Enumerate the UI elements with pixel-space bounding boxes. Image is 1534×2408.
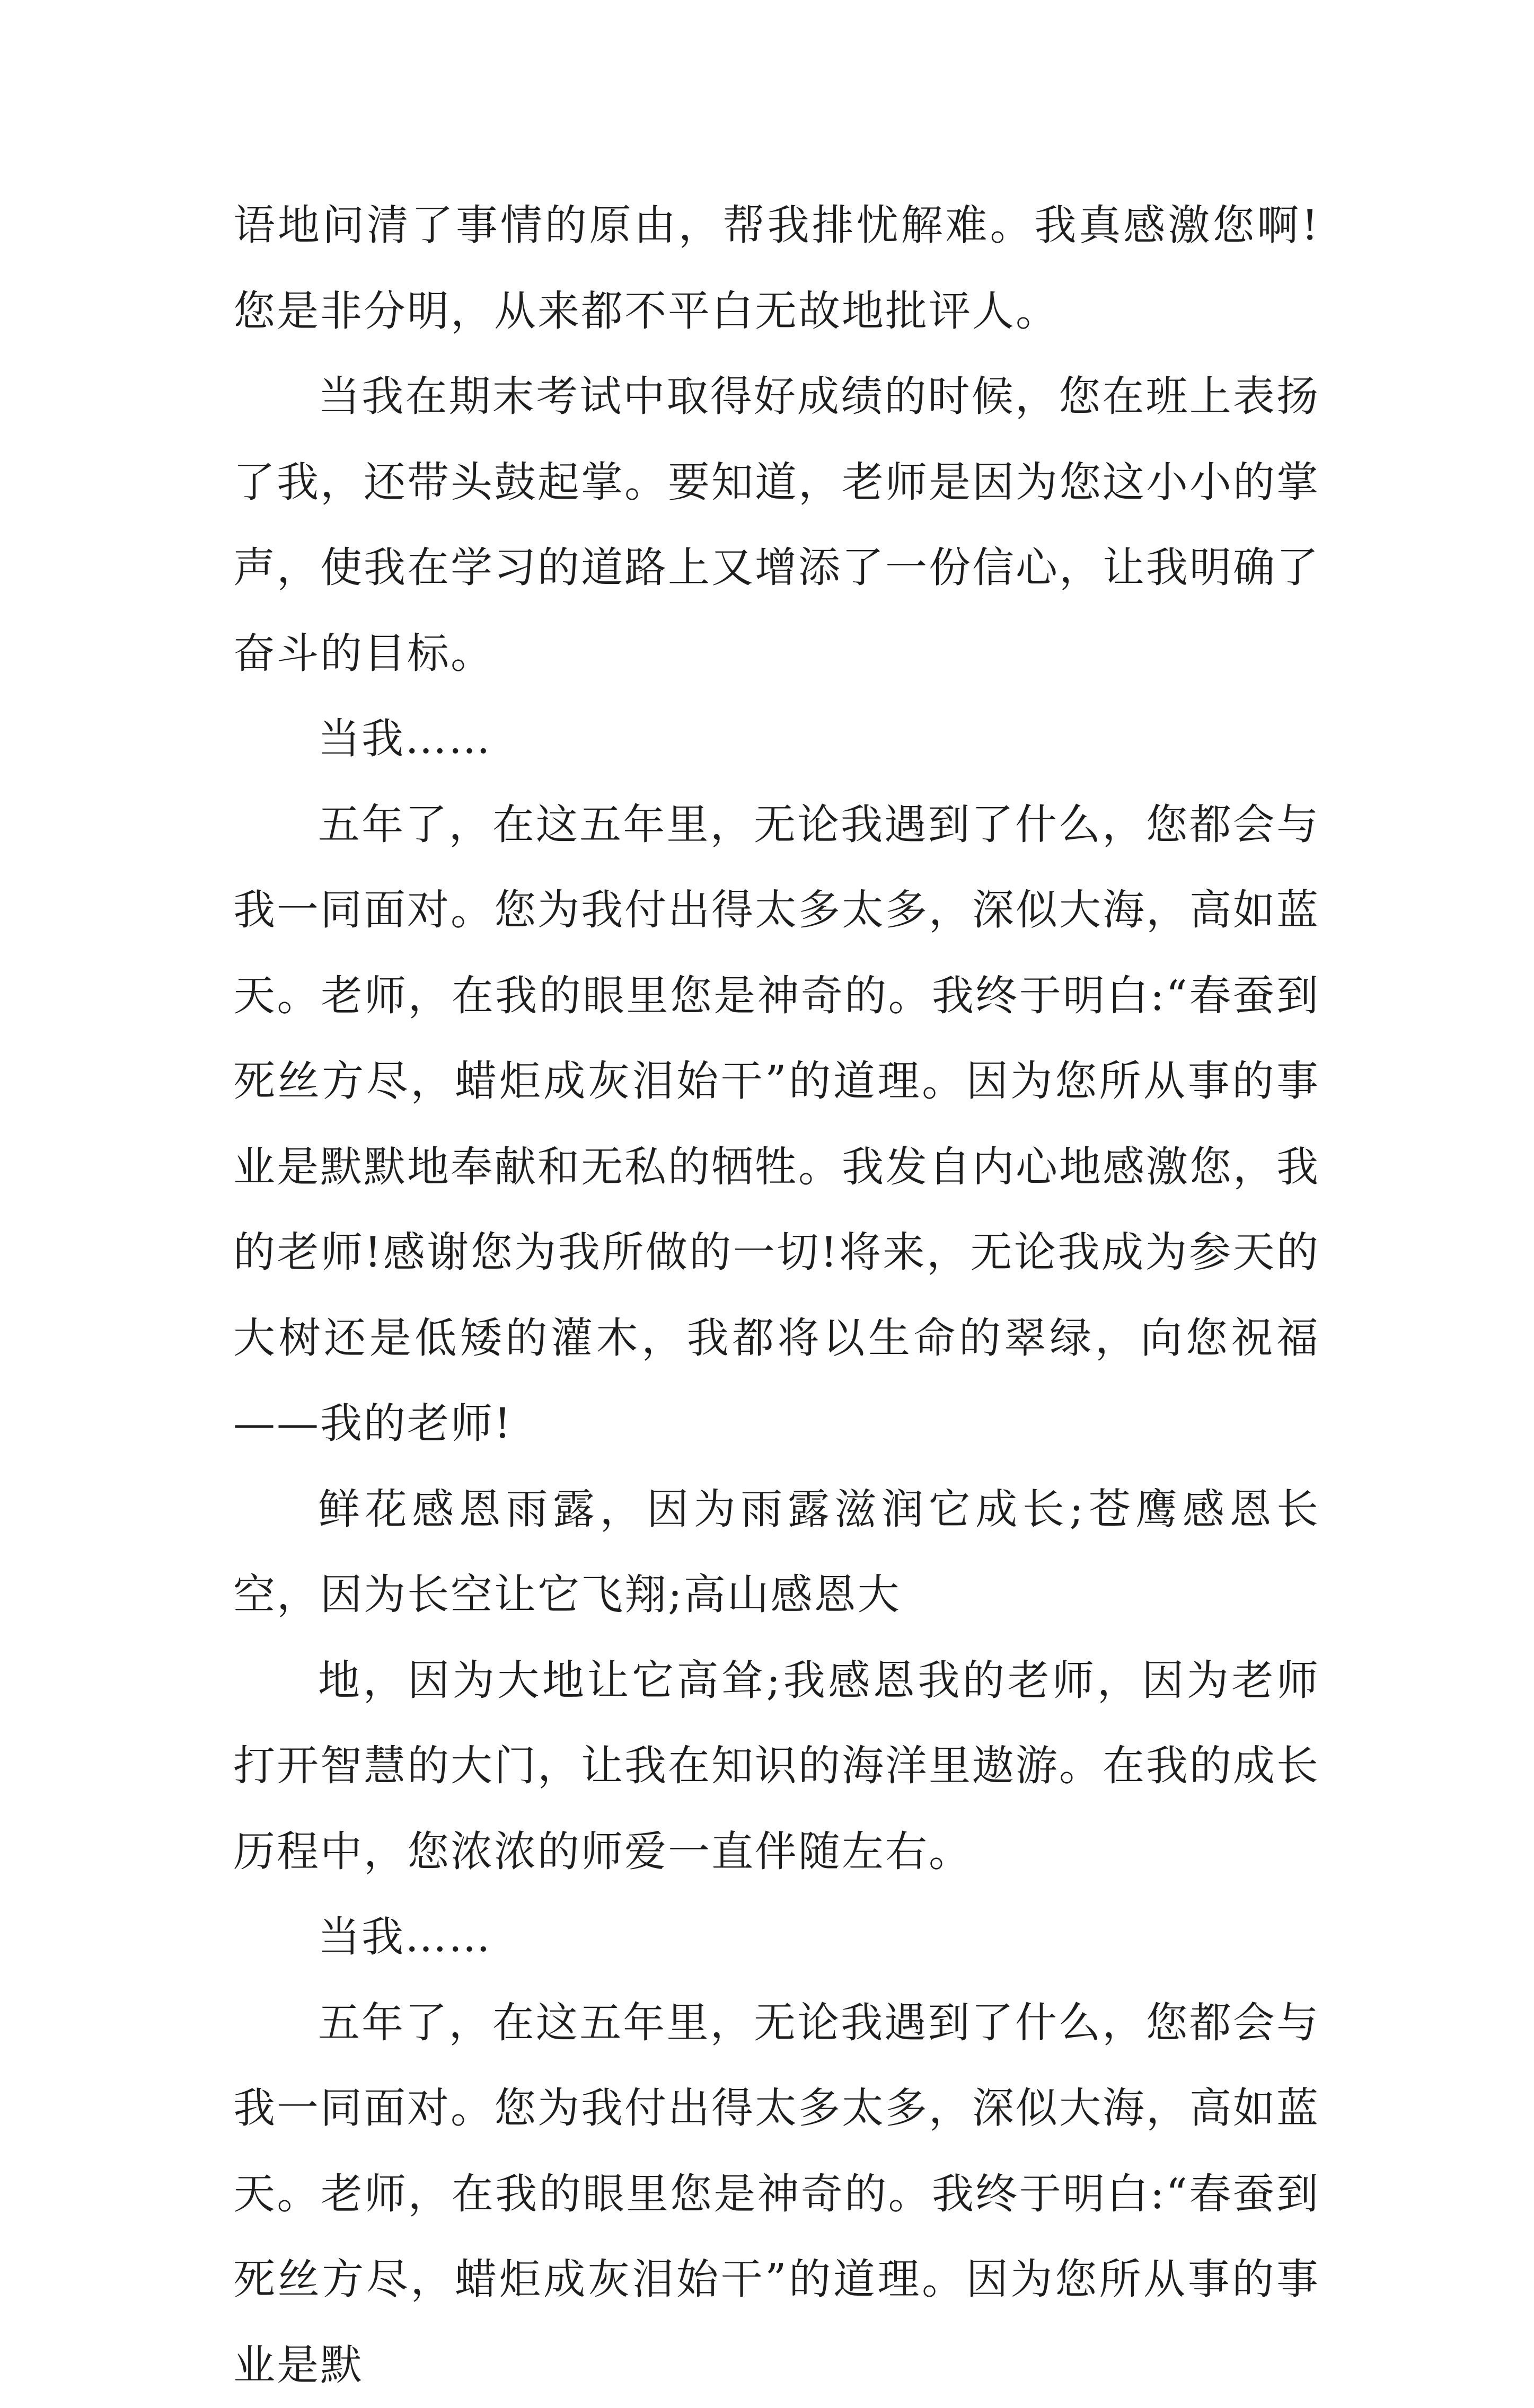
paragraph: 五年了，在这五年里，无论我遇到了什么，您都会与我一同面对。您为我付出得太多太多，深似大海，高如蓝天。老师，在我的眼里您是神奇的。我终于明白:“春蚕到死丝方尽，蜡炬成灰泪始干”的道理。因为您所从事的事业是默 — [233, 1980, 1320, 2408]
paragraph: 当我…… — [233, 1894, 1320, 1980]
paragraph: 地，因为大地让它高耸;我感恩我的老师，因为老师打开智慧的大门，让我在知识的海洋里遨游。在我的成长历程中，您浓浓的师爱一直伴随左右。 — [233, 1638, 1320, 1895]
paragraph: 当我…… — [233, 696, 1320, 782]
paragraph: 语地问清了事情的原由，帮我排忧解难。我真感激您啊!您是非分明，从来都不平白无故地批评人。 — [233, 183, 1320, 354]
document-body — [233, 183, 1320, 2408]
paragraph: 五年了，在这五年里，无论我遇到了什么，您都会与我一同面对。您为我付出得太多太多，深似大海，高如蓝天。老师，在我的眼里您是神奇的。我终于明白:“春蚕到死丝方尽，蜡炬成灰泪始干”的道理。因为您所从事的事业是默默地奉献和无私的牺牲。我发自内心地感激您，我的老师!感谢您为我所做的一切!将来，无论我成为参天的大树还是低矮的灌木，我都将以生命的翠绿，向您祝福——我的老师! — [233, 782, 1320, 1467]
paragraph: 当我在期末考试中取得好成绩的时候，您在班上表扬了我，还带头鼓起掌。要知道，老师是因为您这小小的掌声，使我在学习的道路上又增添了一份信心，让我明确了奋斗的目标。 — [233, 354, 1320, 696]
paragraph: 鲜花感恩雨露，因为雨露滋润它成长;苍鹰感恩长空，因为长空让它飞翔;高山感恩大 — [233, 1467, 1320, 1638]
